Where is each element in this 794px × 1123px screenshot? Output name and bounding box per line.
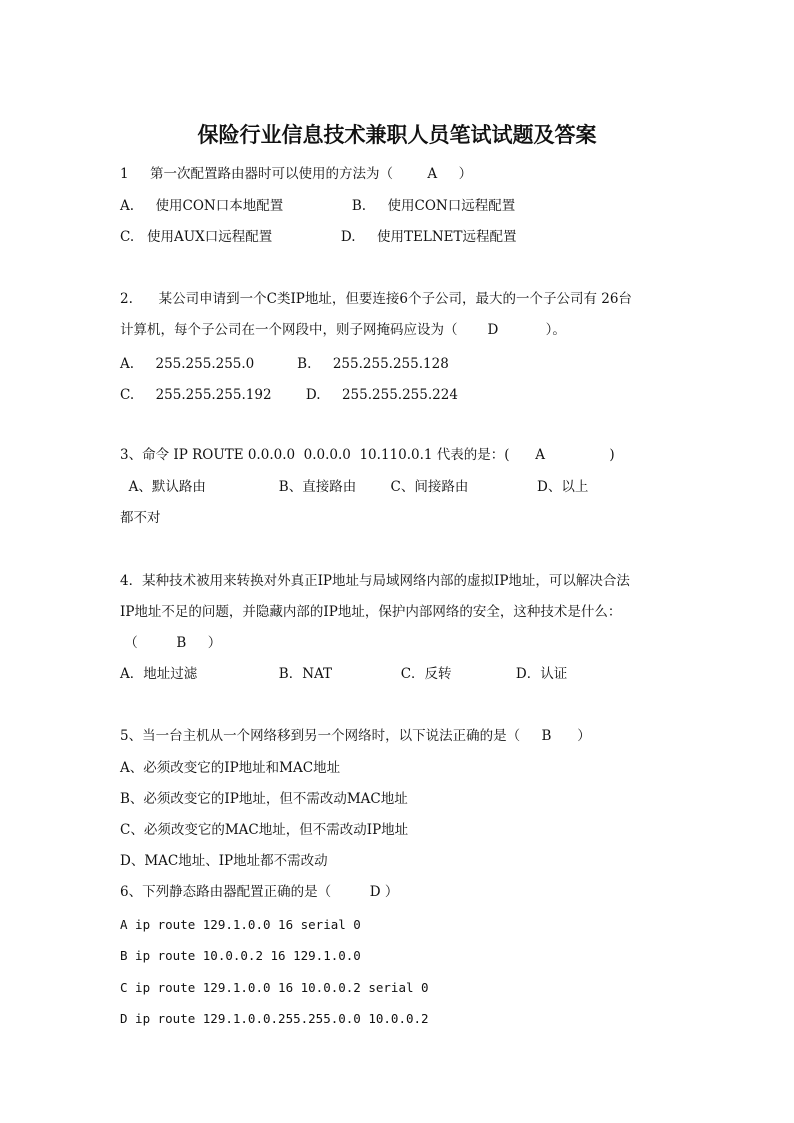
q2-stem-line-2: 计算机，每个子公司在一个网段中，则子网掩码应设为（ D ）。 (120, 322, 566, 338)
q2-stem-line-1: 2. 某公司申请到一个C类IP地址，但要连接6个子公司，最大的一个子公司有 26台 (120, 291, 632, 307)
q4-stem-line-1: 4．某种技术被用来转换对外真正IP地址与局域网络内部的虚拟IP地址，可以解决合法 (120, 573, 630, 589)
q5-stem: 5、当一台主机从一个网络移到另一个网络时，以下说法正确的是（ B ） (120, 728, 591, 744)
q5-option-a: A、必须改变它的IP地址和MAC地址 (120, 760, 341, 776)
q4-stem-line-2: IP地址不足的问题，并隐藏内部的IP地址，保护内部网络的安全，这种技术是什么： (120, 604, 622, 620)
q4-stem-line-3: （ B ） (120, 635, 222, 651)
q6-stem: 6、下列静态路由器配置正确的是（ D ） (120, 884, 399, 900)
q1-options-cd: C. 使用AUX口远程配置 D. 使用TELNET远程配置 (120, 229, 517, 245)
q3-options-continued: 都不对 (120, 510, 161, 526)
q6-option-b: B ip route 10.0.0.2 16 129.1.0.0 (120, 948, 361, 963)
q5-option-b: B、必须改变它的IP地址，但不需改动MAC地址 (120, 791, 408, 807)
q1-options-ab: A. 使用CON口本地配置 B. 使用CON口远程配置 (120, 198, 516, 214)
q6-option-d: D ip route 129.1.0.0.255.255.0.0 10.0.0.2 (120, 1011, 429, 1026)
q6-option-a: A ip route 129.1.0.0 16 serial 0 (120, 917, 361, 932)
q3-options: A、默认路由 B、直接路由 C、间接路由 D、以上 (120, 479, 589, 495)
document-title: 保险行业信息技术兼职人员笔试试题及答案 (197, 122, 597, 147)
q5-option-c: C、必须改变它的MAC地址，但不需改动IP地址 (120, 822, 409, 838)
q6-option-c: C ip route 129.1.0.0 16 10.0.0.2 serial 0 (120, 980, 429, 995)
q3-stem: 3、命令 IP ROUTE 0.0.0.0 0.0.0.0 10.110.0.1 代表的是：( A ) (120, 447, 615, 463)
q5-option-d: D、MAC地址、IP地址都不需改动 (120, 853, 328, 869)
q2-options-ab: A. 255.255.255.0 B. 255.255.255.128 (120, 356, 449, 372)
q1-stem: 1 第一次配置路由器时可以使用的方法为（ A ） (120, 166, 473, 182)
q4-options: A．地址过滤 B．NAT C．反转 D．认证 (120, 666, 568, 682)
q2-options-cd: C. 255.255.255.192 D. 255.255.255.224 (120, 387, 458, 403)
